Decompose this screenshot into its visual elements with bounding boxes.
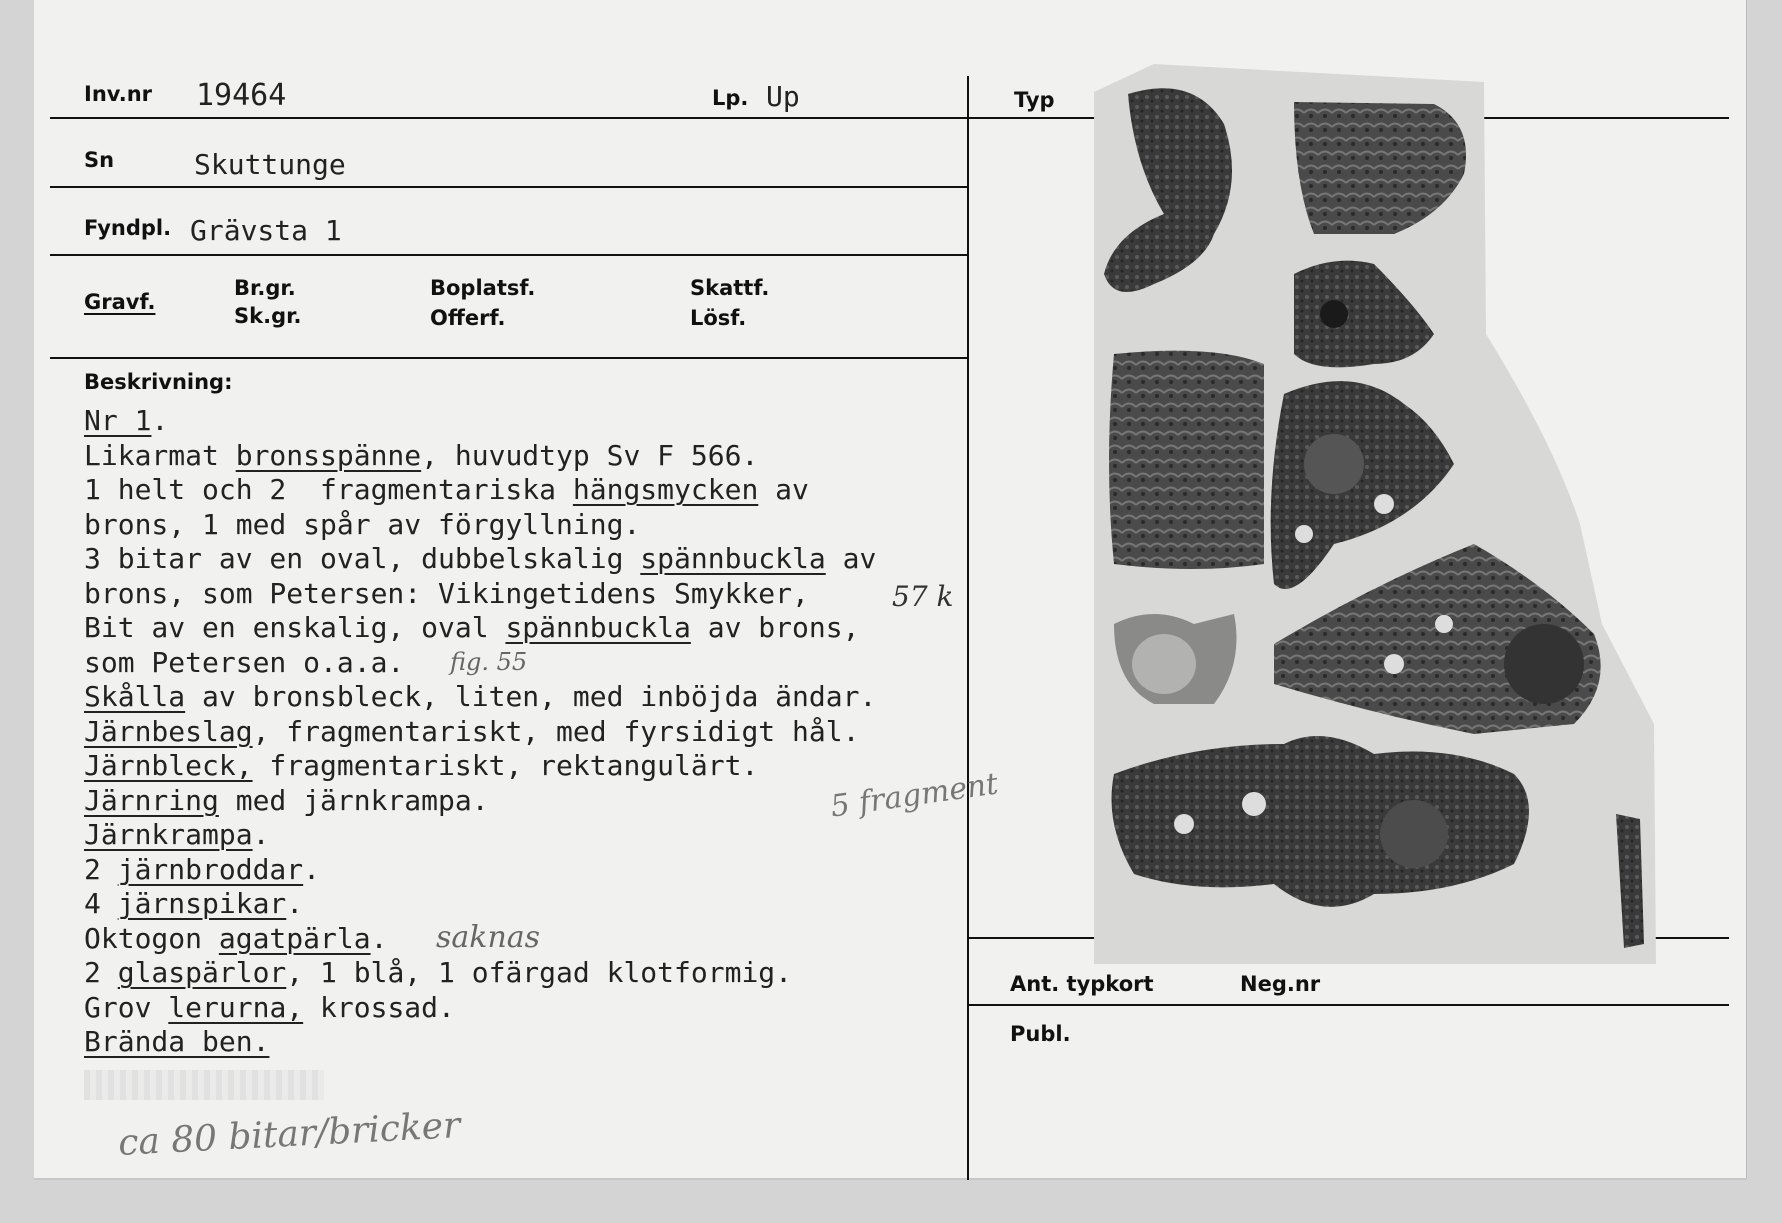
description-text: 3 bitar av en oval, dubbelskalig: [84, 542, 641, 575]
description-text: , huvudtyp Sv F 566.: [421, 438, 759, 472]
description-line: [84, 956, 876, 991]
description-text: .: [252, 818, 270, 851]
description-line: [84, 749, 876, 784]
inv-label: Inv.nr: [84, 82, 153, 106]
description-line: [84, 1025, 876, 1060]
underlined-object-term: Brända ben.: [84, 1025, 270, 1058]
description-line: [84, 818, 876, 853]
row-divider: [50, 186, 968, 188]
description-text: Likarmat: [84, 438, 236, 472]
description-line: [84, 473, 876, 508]
handwritten-bottom-note: ca 80 bitar/bricker: [117, 1105, 462, 1164]
description-text: av bronsbleck, liten, med inböjda ändar.: [185, 680, 877, 713]
description-line: [84, 680, 876, 715]
skattf-label: Skattf.: [690, 276, 770, 300]
artefact-fragment: [1109, 351, 1264, 569]
description-text: fragmentariskt, rektangulärt.: [252, 749, 759, 782]
description-line: [84, 784, 876, 819]
description-text: 2: [84, 956, 118, 989]
boplatsf-label: Boplatsf.: [430, 276, 536, 300]
beskrivning-label: Beskrivning:: [84, 370, 233, 394]
description-text: krossad.: [303, 990, 455, 1024]
description-line: [84, 611, 876, 646]
description-text: .: [286, 887, 304, 920]
erased-text-smudge: [84, 1070, 324, 1100]
fyndpl-label: Fyndpl.: [84, 216, 172, 240]
artefact-fragment: [1112, 736, 1530, 907]
underlined-object-term: spännbuckla: [505, 611, 691, 644]
description-text: brons, 1 med spår av förgyllning.: [84, 507, 641, 541]
negnr-label: Neg.nr: [1240, 972, 1321, 996]
underlined-object-term: hängsmycken: [572, 473, 759, 506]
artefact-photo: [1094, 64, 1658, 964]
underlined-object-term: Nr 1: [84, 404, 152, 437]
description-line: [84, 887, 876, 922]
underlined-object-term: järnbroddar: [117, 852, 304, 886]
description-text: av brons,: [690, 611, 860, 644]
gravf-label: Gravf.: [84, 290, 156, 314]
underlined-object-term: glaspärlor: [117, 956, 287, 989]
typ-label: Typ: [1014, 88, 1055, 112]
fyndpl-value: Grävsta 1: [190, 214, 342, 247]
underlined-object-term: spännbuckla: [640, 542, 826, 575]
publ-divider: [969, 1004, 1729, 1006]
handwritten-57k: 57 k: [892, 580, 954, 613]
lp-label: Lp.: [712, 86, 749, 110]
row-divider: [50, 357, 968, 359]
underlined-object-term: Järnkrampa: [84, 818, 253, 851]
underlined-object-term: lerurna,: [168, 990, 304, 1024]
description-text: .: [303, 852, 321, 886]
description-line: [84, 439, 876, 474]
description-line: [84, 404, 876, 439]
brgr-label: Br.gr.: [234, 276, 296, 300]
description-line: [84, 991, 876, 1026]
description-text: 4: [84, 887, 118, 920]
description-line: [84, 853, 876, 888]
row-divider: [50, 117, 968, 119]
column-divider: [967, 76, 969, 1180]
description-line: [84, 508, 876, 543]
description-text: brons, som Petersen: Vikingetidens Smykker,: [84, 576, 809, 610]
underlined-object-term: bronsspänne: [235, 438, 422, 472]
description-text: Oktogon: [84, 921, 219, 955]
description-line: [84, 577, 876, 612]
underlined-object-term: Järnring: [84, 783, 219, 817]
description-text: som Petersen o.a.a.: [84, 645, 405, 679]
description-block: [84, 404, 876, 1060]
description-text: , fragmentariskt, med fyrsidigt hål.: [252, 714, 860, 748]
underlined-object-term: järnspikar: [117, 887, 287, 920]
description-line: [84, 542, 876, 577]
description-text: 1 helt och 2 fragmentariska: [84, 473, 573, 506]
row-divider: [50, 254, 968, 256]
handwritten-saknas: saknas: [436, 920, 541, 955]
underlined-object-term: Järnbeslag: [84, 714, 253, 748]
underlined-object-term: agatpärla: [218, 921, 371, 955]
lp-value: Up: [766, 80, 800, 113]
handwritten-fragment: 5 fragment: [828, 766, 1001, 825]
description-text: 2: [84, 852, 118, 886]
description-text: Grov: [84, 990, 169, 1024]
underlined-object-term: Järnbleck,: [84, 749, 253, 782]
handwritten-fig55: fig. 55: [450, 648, 528, 676]
description-text: , 1 blå, 1 ofärgad klotformig.: [286, 956, 793, 989]
losf-label: Lösf.: [690, 306, 747, 330]
underlined-object-term: Skålla: [84, 680, 186, 713]
sn-label: Sn: [84, 148, 115, 172]
ant-typkort-label: Ant. typkort: [1010, 972, 1154, 996]
inv-value: 19464: [196, 78, 287, 113]
sn-value: Skuttunge: [194, 148, 346, 181]
skgr-label: Sk.gr.: [234, 304, 302, 328]
description-text: .: [370, 921, 388, 955]
description-text: med järnkrampa.: [218, 783, 489, 817]
description-line: [84, 715, 876, 750]
publ-label: Publ.: [1010, 1022, 1071, 1046]
description-text: .: [151, 404, 169, 437]
description-text: av: [758, 473, 809, 506]
description-text: av: [825, 542, 877, 575]
offerf-label: Offerf.: [430, 306, 506, 330]
description-text: Bit av en enskalig, oval: [84, 611, 506, 644]
